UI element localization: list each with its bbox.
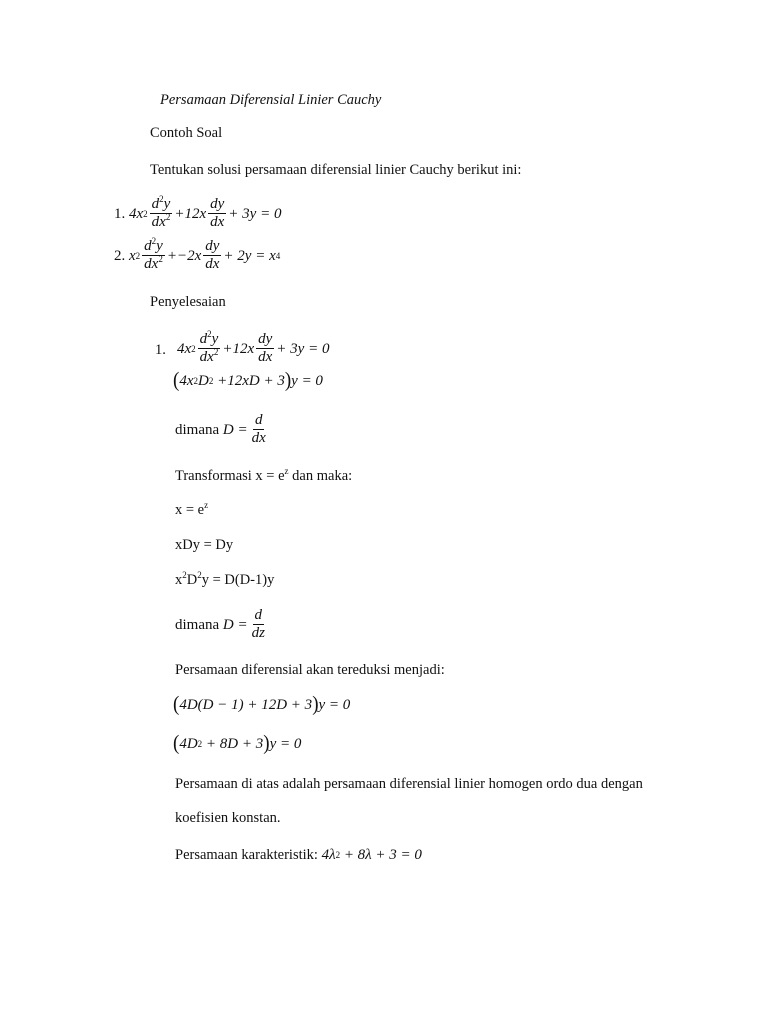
line-x-ez [175,501,208,519]
fraction-d2y-dx2 [198,331,221,366]
term: 4λ [321,847,336,863]
fraction-dy-dx [256,331,274,366]
paren: ( [173,368,180,392]
exponent: 2 [197,570,202,581]
label: Persamaan karakteristik: [175,847,318,863]
label: dimana [175,616,220,633]
paren: ) [263,731,270,755]
den: dx [258,349,273,365]
term: D = [222,421,248,438]
num: y [156,238,163,254]
term: 4x [179,373,194,389]
operator-form-equation: ( 4x 2 D 2 +12xD + 3 ) y = 0 [173,368,323,392]
text: D [186,572,198,588]
den: dx [199,349,214,365]
term: + 2y = x [223,247,276,264]
paren: ( [173,731,180,755]
where-D-d-dx [175,412,270,447]
num: dy [258,331,273,347]
line-xDy: xDy = Dy [175,537,234,553]
text: x [175,572,183,588]
term: x [129,247,136,264]
den: dx [205,256,220,272]
exponent: 2 [159,194,164,204]
reduce-text: Persamaan diferensial akan tereduksi menjadi: [175,662,445,678]
num: d [151,196,160,212]
den: dx [210,214,225,230]
text: dan maka: [288,468,353,484]
num: d [199,331,208,347]
problem-number: 2. [114,247,126,264]
fraction-d-dz [250,607,267,642]
text: Transformasi x = e [175,468,285,484]
fraction-d-dx [250,412,268,447]
problem-2-equation: 2. x 2 $\frac{d^2y}{dx^2}$ +−2x $\frac{dy}{dx}$ + 2y = x 4 [114,236,281,272]
term: + 3y = 0 [276,340,330,357]
num: y [211,331,219,347]
term: 4D [179,736,198,752]
term: 4x [129,205,144,222]
reduced-equation-2: ( 4D 2 + 8D + 3 ) y = 0 [173,731,302,755]
exponent: 2 [151,236,157,246]
paren: ) [284,368,292,392]
paren: ( [173,692,180,716]
num: d [144,238,152,254]
solution-heading: Penyelesaian [150,294,226,310]
den: dx [251,430,266,446]
exponent: 2 [213,347,219,357]
term: D = [222,616,248,633]
den: dz [251,625,265,641]
term: +12x [222,340,255,357]
solution-equation: 4x 2 $\frac{d^2y}{dx^2}$ +12x $\frac{dy}{dx}$ + 3y = 0 [177,329,330,365]
exponent: z [284,466,289,477]
term: + 8D + 3 [205,736,264,752]
term: y = 0 [318,697,351,713]
paren: ) [312,692,319,716]
solution-number: 1. [155,342,166,358]
fraction-d2y-dx2 [150,196,173,231]
den: dx [144,256,159,272]
transform-text [175,467,352,485]
problem-number: 1. [114,205,126,222]
text: y = D(D-1)y [201,572,275,588]
term: +12x [174,205,207,222]
document-title: Persamaan Diferensial Linier Cauchy [160,92,382,108]
num: dy [210,196,225,212]
term: + 3y = 0 [228,205,282,222]
num: dy [205,238,220,254]
fraction-dy-dx [203,238,221,273]
text: x = e [175,502,205,518]
fraction-dy-dx [208,196,226,231]
term: +−2x [166,247,202,264]
exponent: 2 [158,254,163,264]
fraction-d2y-dx2 [142,238,165,273]
exponent: 2 [182,570,187,581]
homogeneous-text-line-2: koefisien konstan. [175,810,281,826]
term: y = 0 [269,736,302,752]
num: d [254,607,263,623]
den: dx [151,214,166,230]
exponent: z [204,500,209,511]
characteristic-equation: Persamaan karakteristik: 4λ 2 + 8λ + 3 = 0 [175,847,422,863]
instruction-text: Tentukan solusi persamaan diferensial linier Cauchy berikut ini: [150,162,522,178]
label: dimana [175,421,220,438]
term: + 8λ + 3 = 0 [343,847,422,863]
section-heading: Contoh Soal [150,125,223,141]
line-x2D2y [175,571,274,589]
num: y [163,196,171,212]
term: y = 0 [291,373,323,389]
exponent: 2 [165,212,171,222]
num: d [254,412,263,428]
problem-1-equation: 1. 4x 2 $\frac{d^2y}{dx^2}$ +12x $\frac{dy}{dx}$ + 3y = 0 [114,194,282,230]
exponent: 2 [207,329,212,339]
term: 4D(D − 1) + 12D + 3 [179,697,313,713]
term: 4x [177,340,192,357]
reduced-equation-1 [173,692,351,716]
homogeneous-text-line-1: Persamaan di atas adalah persamaan diferensial linier homogen ordo dua dengan [175,776,643,792]
term: D [198,373,209,389]
where-D-d-dz [175,607,269,642]
term: +12xD + 3 [217,373,285,389]
